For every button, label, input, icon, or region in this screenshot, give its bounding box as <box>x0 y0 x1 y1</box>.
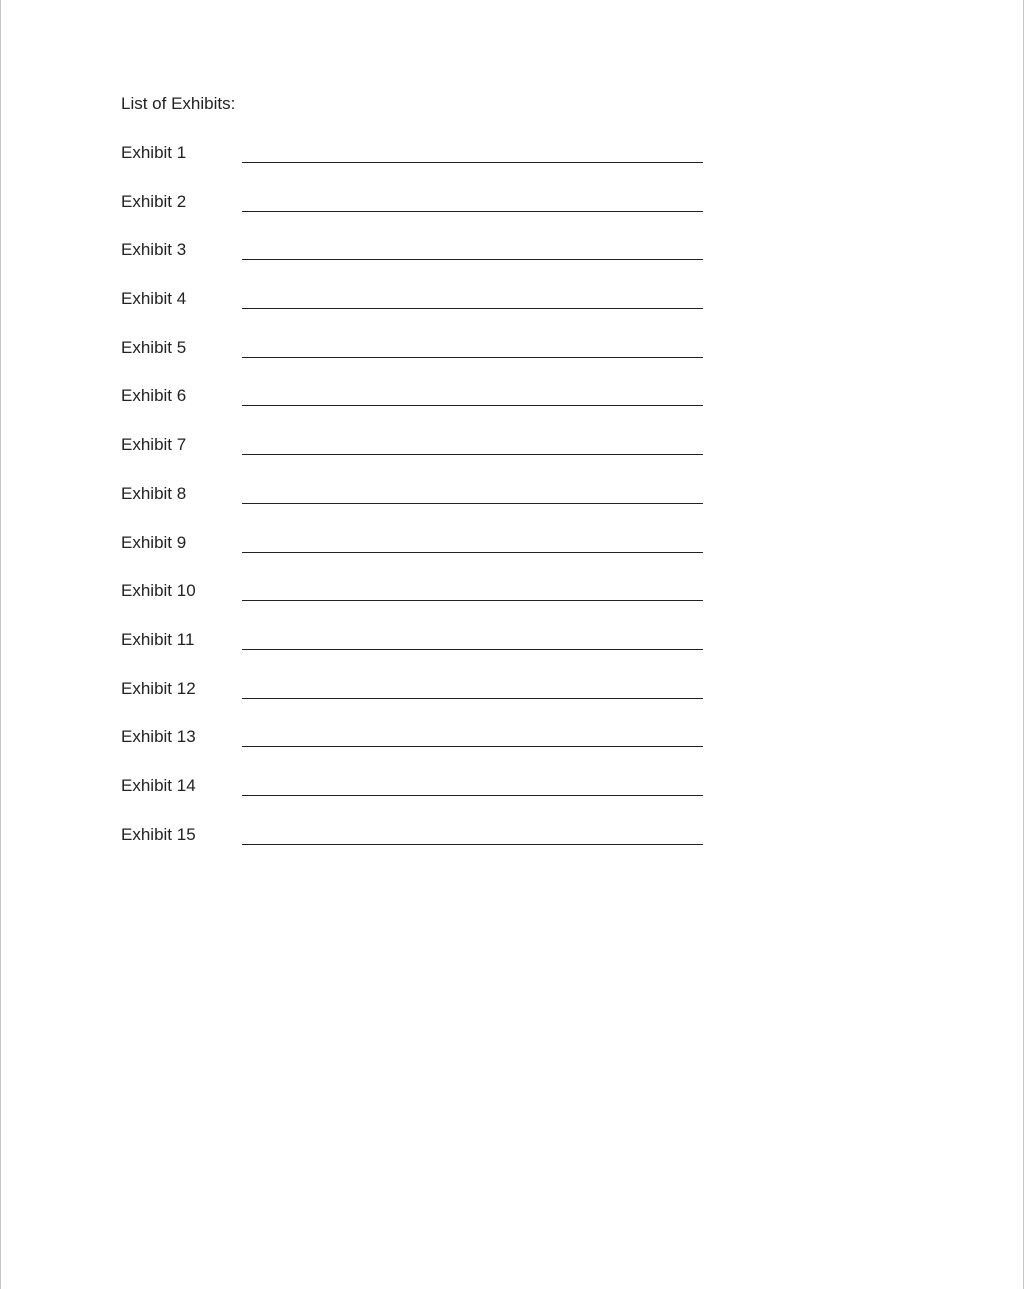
exhibit-label: Exhibit 4 <box>121 289 187 309</box>
exhibit-row <box>121 825 721 874</box>
fill-in-line <box>242 259 703 260</box>
exhibit-label: Exhibit 13 <box>121 727 196 747</box>
fill-in-line <box>242 698 703 699</box>
fill-in-line <box>242 405 703 406</box>
exhibit-row <box>121 727 721 776</box>
exhibit-row <box>121 338 721 387</box>
exhibit-label: Exhibit 5 <box>121 337 187 357</box>
exhibit-row <box>121 533 721 582</box>
fill-in-line <box>242 454 703 455</box>
exhibit-label: Exhibit 14 <box>121 775 196 795</box>
exhibit-label: Exhibit 15 <box>121 824 196 844</box>
exhibit-label: Exhibit 3 <box>121 240 187 260</box>
exhibit-list <box>121 143 721 873</box>
exhibit-label: Exhibit 6 <box>121 386 187 406</box>
exhibit-label: Exhibit 9 <box>121 532 187 552</box>
fill-in-line <box>242 162 703 163</box>
exhibit-row <box>121 386 721 435</box>
fill-in-line <box>242 746 703 747</box>
fill-in-line <box>242 552 703 553</box>
fill-in-line <box>242 795 703 796</box>
page-title: List of Exhibits: <box>121 94 236 113</box>
fill-in-line <box>242 844 703 845</box>
exhibit-label: Exhibit 8 <box>121 483 187 503</box>
exhibit-row <box>121 581 721 630</box>
exhibit-label: Exhibit 7 <box>121 435 187 455</box>
fill-in-line <box>242 211 703 212</box>
fill-in-line <box>242 503 703 504</box>
exhibit-row <box>121 289 721 338</box>
exhibit-row <box>121 679 721 728</box>
exhibit-row <box>121 630 721 679</box>
exhibit-label: Exhibit 12 <box>121 678 196 698</box>
exhibit-row <box>121 143 721 192</box>
exhibit-label: Exhibit 2 <box>121 191 187 211</box>
exhibit-row <box>121 776 721 825</box>
exhibit-row <box>121 240 721 289</box>
fill-in-line <box>242 357 703 358</box>
fill-in-line <box>242 649 703 650</box>
exhibit-label: Exhibit 1 <box>121 143 187 162</box>
exhibit-row <box>121 484 721 533</box>
exhibit-label: Exhibit 10 <box>121 581 196 601</box>
exhibit-row <box>121 192 721 241</box>
fill-in-line <box>242 600 703 601</box>
exhibit-row <box>121 435 721 484</box>
exhibit-label: Exhibit 11 <box>121 629 195 649</box>
fill-in-line <box>242 308 703 309</box>
